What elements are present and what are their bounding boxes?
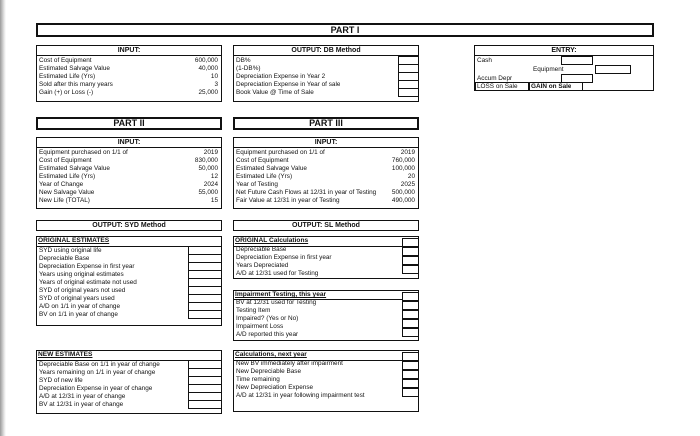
output-label: DB%	[236, 57, 251, 64]
answer-cell[interactable]	[402, 265, 419, 274]
input-label: Estimated Life (Yrs)	[39, 73, 96, 80]
part1-banner	[36, 23, 654, 37]
part2-new-estimates	[36, 350, 222, 414]
output-label: New Depreciable Base	[236, 368, 302, 375]
loss-on-sale-label: LOSS on Sale	[477, 83, 518, 90]
input-label: Gain (+) or Loss (-)	[39, 89, 94, 96]
answer-cell[interactable]	[398, 88, 419, 97]
section-header: ORIGINAL ESTIMATES	[38, 237, 110, 244]
input-value[interactable]: 40,000	[198, 65, 218, 72]
input-value[interactable]: 500,000	[391, 189, 415, 196]
output-label: Years using original estimates	[39, 271, 124, 278]
section-header: Calculations, next year	[235, 351, 307, 358]
page-edge-shadow	[0, 0, 6, 436]
input-label: Estimated Salvage Value	[39, 65, 110, 72]
output-label: A/D at 12/31 used for Testing	[236, 270, 319, 277]
input-label: Estimated Salvage Value	[236, 165, 307, 172]
input-label: Estimated Life (Yrs)	[39, 173, 96, 180]
part3-impairment-testing	[233, 290, 419, 341]
part3-banner: PART III	[233, 117, 419, 130]
output-label: New Depreciation Expense	[236, 384, 314, 391]
input-label: Net Future Cash Flows at 12/31 in year of Testing	[236, 189, 376, 196]
output-label: A/D reported this year	[236, 331, 299, 338]
output-label: Depreciable Base on 1/1 in year of change	[39, 361, 160, 368]
answer-cell[interactable]	[402, 301, 419, 310]
input-value[interactable]: 10	[210, 73, 218, 80]
part3-output-header: OUTPUT: SL Method	[233, 220, 419, 231]
input-label: Year of Testing	[236, 181, 278, 188]
section-header: ORIGINAL Calculations	[235, 237, 309, 244]
part1-input-header: INPUT:	[36, 45, 222, 56]
output-label: BV at 12/31 in year of change	[39, 401, 124, 408]
answer-cell[interactable]	[188, 400, 222, 409]
answer-cell[interactable]	[402, 310, 419, 319]
input-value[interactable]: 2019	[400, 149, 415, 156]
answer-cell[interactable]	[402, 238, 419, 247]
output-label: Years Depreciated	[236, 262, 289, 269]
output-label: SYD of original years not used	[39, 287, 126, 294]
answer-cell[interactable]	[402, 247, 419, 256]
part1-input-panel	[36, 55, 222, 102]
output-label: Depreciation Expense in first year	[236, 254, 332, 261]
input-label: Equipment purchased on 1/1 of	[236, 149, 325, 156]
input-label: Estimated Salvage Value	[39, 165, 110, 172]
part3-input-header: INPUT:	[233, 137, 419, 148]
part1-title: PART I	[330, 25, 360, 35]
input-label: New Salvage Value	[39, 189, 95, 196]
part3-next-year-calculations	[233, 350, 419, 412]
output-label: Testing Item	[236, 307, 271, 314]
output-label: SYD of original years used	[39, 295, 115, 302]
entry-debit-cell[interactable]	[561, 56, 593, 65]
output-label: Depreciation Expense in year of change	[39, 385, 153, 392]
section-header: NEW ESTIMATES	[38, 351, 93, 358]
output-label: Impaired? (Yes or No)	[236, 315, 299, 322]
entry-equipment-label: Equipment	[533, 66, 564, 73]
gain-on-sale-label: GAIN on Sale	[531, 83, 572, 90]
input-value[interactable]: 600,000	[194, 57, 218, 64]
output-label: Depreciation Expense in first year	[39, 263, 135, 270]
input-value[interactable]: 2024	[203, 181, 218, 188]
input-value[interactable]: 830,000	[194, 157, 218, 164]
input-value[interactable]: 760,000	[391, 157, 415, 164]
answer-cell[interactable]	[402, 292, 419, 301]
input-value[interactable]: 100,000	[391, 165, 415, 172]
input-value[interactable]: 20	[407, 173, 415, 180]
entry-cash-label: Cash	[477, 57, 492, 64]
loss-on-sale-cell[interactable]	[475, 82, 529, 91]
output-label: A/D on 1/1 in year of change	[39, 303, 121, 310]
input-value[interactable]: 2025	[400, 181, 415, 188]
output-label: Time remaining	[236, 376, 280, 383]
part2-original-estimates	[36, 236, 222, 326]
answer-cell[interactable]	[402, 319, 419, 328]
part1-entry-panel	[474, 55, 654, 91]
entry-credit-cell[interactable]	[595, 65, 631, 74]
output-label: New BV immediately after impairment	[236, 360, 343, 367]
input-value[interactable]: 2019	[203, 149, 218, 156]
part2-input-header: INPUT:	[36, 137, 222, 148]
input-value[interactable]: 50,000	[198, 165, 218, 172]
answer-cell[interactable]	[402, 388, 419, 397]
output-label: A/D at 12/31 in year of change	[39, 393, 126, 400]
answer-cell[interactable]	[402, 379, 419, 388]
entry-accum-depr-label: Accum Depr	[477, 75, 513, 82]
section-header: Impairment Testing, this year	[235, 291, 327, 298]
input-value[interactable]: 490,000	[391, 197, 415, 204]
part3-original-calculations	[233, 236, 419, 279]
input-label: Cost of Equipment	[236, 157, 289, 164]
part2-input-panel	[36, 147, 222, 209]
output-label: Impairment Loss	[236, 323, 284, 330]
input-label: New Life (TOTAL)	[39, 197, 90, 204]
input-label: Sold after this many years	[39, 81, 113, 88]
input-label: Estimated Life (Yrs)	[236, 173, 293, 180]
answer-cell[interactable]	[402, 352, 419, 361]
input-value[interactable]: 55,000	[198, 189, 218, 196]
answer-cell[interactable]	[402, 328, 419, 337]
input-value[interactable]: 3	[214, 81, 218, 88]
output-label: Book Value @ Time of Sale	[236, 89, 314, 96]
output-label: Depreciation Expense in Year 2	[236, 73, 326, 80]
output-label: BV at 12/31 used for Testing	[236, 299, 317, 306]
input-value[interactable]: 12	[210, 173, 218, 180]
answer-cell[interactable]	[188, 310, 222, 319]
input-label: Cost of Equipment	[39, 157, 92, 164]
answer-cell[interactable]	[402, 361, 419, 370]
part3-input-panel	[233, 147, 419, 209]
output-label: BV on 1/1 in year of change	[39, 311, 118, 318]
answer-cell[interactable]	[402, 370, 419, 379]
input-label: Equipment purchased on 1/1 of	[39, 149, 128, 156]
input-value[interactable]: 25,000	[198, 89, 218, 96]
output-label: Depreciation Expense in Year of sale	[236, 81, 341, 88]
part1-entry-header: ENTRY:	[474, 45, 654, 56]
output-label: A/D at 12/31 in year following impairment test	[236, 392, 365, 399]
input-label: Fair Value at 12/31 in year of Testing	[236, 197, 340, 204]
gain-on-sale-cell[interactable]	[529, 82, 583, 91]
output-label: SYD of new life	[39, 377, 83, 384]
output-label: SYD using original life	[39, 247, 102, 254]
input-label: Cost of Equipment	[39, 57, 92, 64]
part2-output-header: OUTPUT: SYD Method	[36, 220, 222, 231]
output-label: Years of original estimate not used	[39, 279, 137, 286]
input-value[interactable]: 15	[210, 197, 218, 204]
part1-output-panel	[233, 55, 419, 102]
part2-banner: PART II	[36, 117, 222, 130]
output-label: (1-DB%)	[236, 65, 261, 72]
output-label: Depreciable Base	[39, 255, 90, 262]
output-label: Depreciable Base	[236, 246, 287, 253]
input-label: Year of Change	[39, 181, 84, 188]
answer-cell[interactable]	[402, 256, 419, 265]
part1-output-header: OUTPUT: DB Method	[233, 45, 419, 56]
output-label: Years remaining on 1/1 in year of change	[39, 369, 156, 376]
